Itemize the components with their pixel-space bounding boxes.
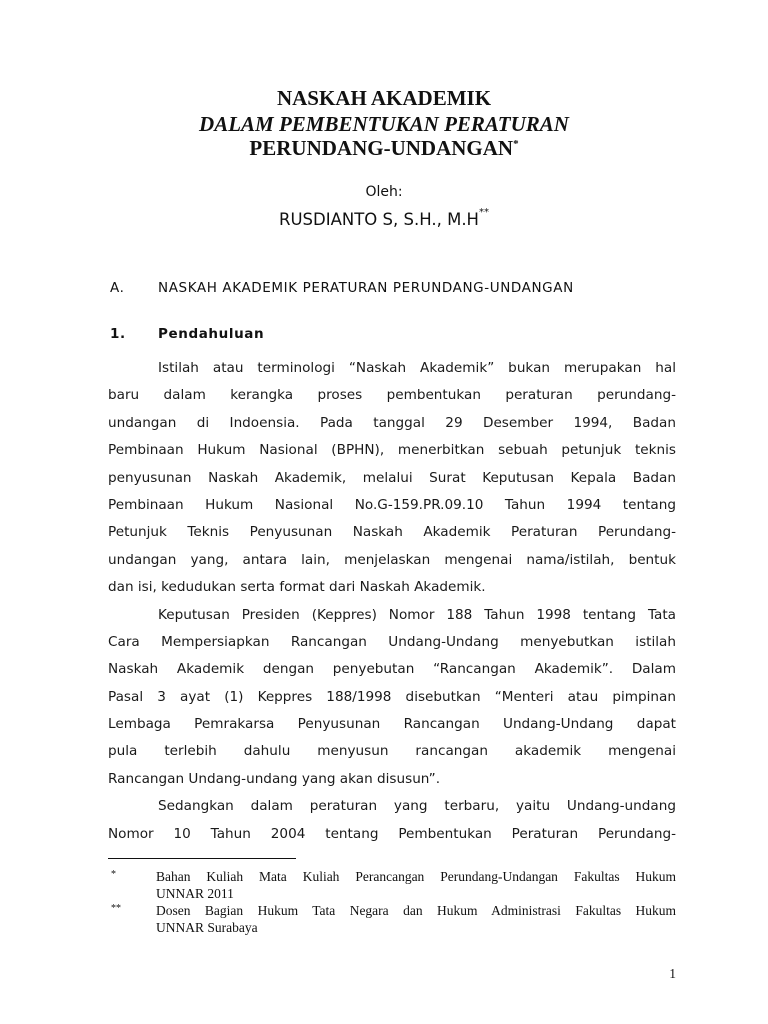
body-line: undangan yang, antara lain, menjelaskan mengenai nama/istilah, bentuk	[108, 551, 676, 568]
title-line-1: NASKAH AKADEMIK	[276, 86, 492, 110]
body-line: Cara Mempersiapkan Rancangan Undang-Undang menyebutkan istilah	[108, 633, 676, 650]
title-line-2-text: DALAM PEMBENTUKAN PERATURAN	[199, 112, 569, 136]
title-line-2	[0, 112, 768, 136]
footnote-2-text	[156, 902, 676, 936]
footnote-2	[0, 900, 768, 936]
body-line: Istilah atau terminologi “Naskah Akademik” bukan merupakan hal	[158, 360, 676, 376]
page-number: 1	[669, 966, 676, 981]
body-line: undangan di Indoensia. Pada tanggal 29 Desember 1994, Badan	[108, 414, 676, 431]
body-line: dan isi, kedudukan serta format dari Naskah Akademik.	[108, 579, 486, 596]
footnote-2-line-1: Dosen Bagian Hukum Tata Negara dan Hukum Administrasi Fakultas Hukum	[156, 903, 676, 918]
title-line-3-text: PERUNDANG-UNDANGAN	[249, 136, 514, 160]
body-line: Sedangkan dalam peraturan yang terbaru, yaitu Undang-undang	[158, 798, 676, 815]
footnote-1-mark: *	[111, 869, 116, 880]
body-line: baru dalam kerangka proses pembentukan peraturan perundang-	[108, 387, 676, 404]
section-title: NASKAH AKADEMIK PERATURAN PERUNDANG-UNDANGAN	[158, 280, 574, 296]
author-name	[0, 207, 768, 229]
section-letter: A.	[110, 280, 125, 296]
body-line: Petunjuk Teknis Penyusunan Naskah Akademik Peraturan Perundang-	[108, 524, 676, 541]
footnote-separator	[108, 858, 296, 859]
byline-label: Oleh:	[365, 184, 403, 200]
footnote-1-line-1: Bahan Kuliah Mata Kuliah Perancangan Perundang-Undangan Fakultas Hukum	[156, 869, 676, 884]
footnote-1	[0, 866, 768, 902]
footnote-2-mark: **	[111, 903, 121, 914]
author-name-text: RUSDIANTO S, S.H., M.H	[279, 210, 479, 229]
footnote-2-line-2: UNNAR Surabaya	[156, 920, 258, 935]
body-line: penyusunan Naskah Akademik, melalui Surat Keputusan Kepala Badan	[108, 469, 676, 486]
subsection-title: Pendahuluan	[158, 326, 265, 342]
body-line: Keputusan Presiden (Keppres) Nomor 188 Tahun 1998 tentang Tata	[158, 606, 676, 623]
body-line: Lembaga Pemrakarsa Penyusunan Rancangan Undang-Undang dapat	[108, 716, 676, 733]
title-footnote-mark: *	[513, 138, 519, 150]
footnote-1-text	[156, 868, 676, 902]
body-paragraphs	[108, 355, 676, 848]
body-line: pula terlebih dahulu menyusun rancangan akademik mengenai	[108, 743, 676, 760]
author-footnote-mark: **	[478, 207, 489, 218]
body-line: Nomor 10 Tahun 2004 tentang Pembentukan Peraturan Perundang-	[108, 825, 676, 842]
title-line-3	[0, 136, 768, 160]
body-line: Pembinaan Hukum Nasional No.G-159.PR.09.10 Tahun 1994 tentang	[108, 496, 676, 513]
body-line: Rancangan Undang-undang yang akan disusun”.	[108, 770, 441, 787]
body-line: Pembinaan Hukum Nasional (BPHN), menerbitkan sebuah petunjuk teknis	[108, 442, 676, 459]
subsection-number: 1.	[110, 326, 126, 342]
body-line: Naskah Akademik dengan penyebutan “Rancangan Akademik”. Dalam	[108, 661, 676, 678]
footnote-1-line-2: UNNAR 2011	[156, 886, 234, 901]
body-line: Pasal 3 ayat (1) Keppres 188/1998 disebutkan “Menteri atau pimpinan	[108, 688, 676, 705]
